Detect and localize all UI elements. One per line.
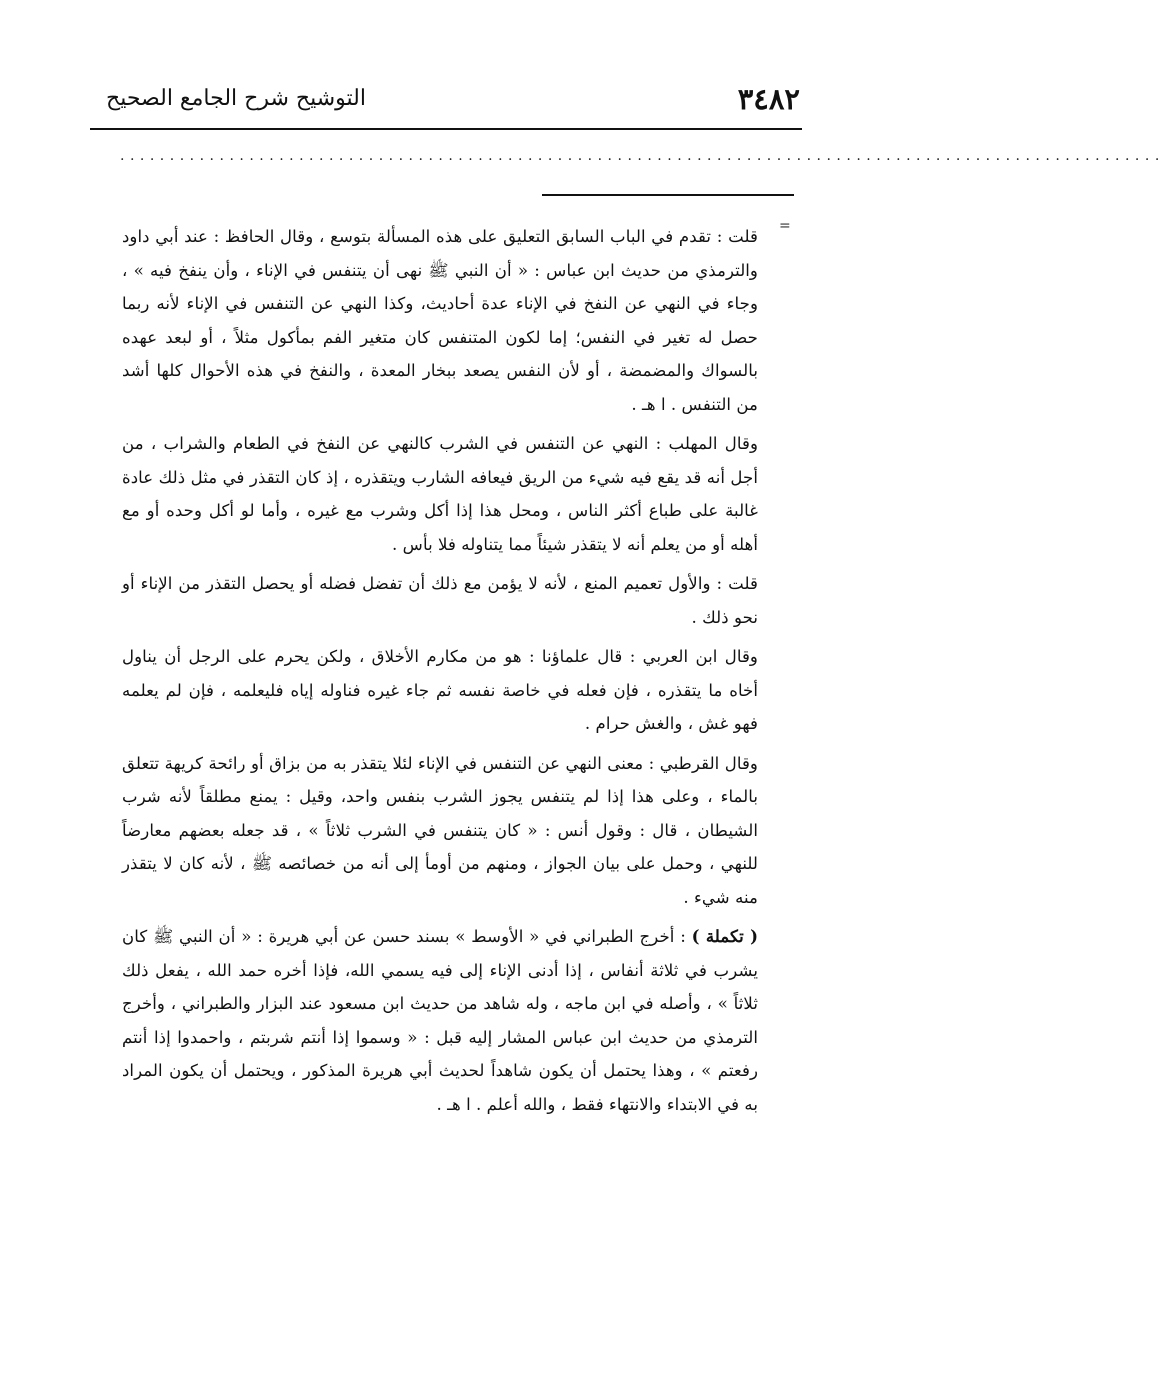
paragraph: وقال ابن العربي : قال علماؤنا : هو من مكارم الأخلاق ، ولكن يحرم على الرجل أن يناول أخاه ما يتقذره ، فإن فعله في خاصة نفسه ثم جاء غيره فناوله إياه فليعلمه ، فإن لم يعلمه فهو غش ، والغش حرام . <box>122 646 758 733</box>
takmila-label: ( تكملة ) <box>691 926 758 946</box>
header-rule <box>90 128 802 130</box>
footnote-separator <box>542 194 794 196</box>
paragraph: قلت : والأول تعميم المنع ، لأنه لا يؤمن مع ذلك أن تفضل فضله أو يحصل التقذر من الإناء أو نحو ذلك . <box>122 573 758 627</box>
footnote-body <box>122 220 758 1127</box>
running-title: التوشيح شرح الجامع الصحيح <box>106 86 366 111</box>
page-number: ٣٤٨٢ <box>737 82 800 116</box>
paragraph: وقال المهلب : النهي عن التنفس في الشرب كالنهي عن النفخ في الطعام والشراب ، من أجل أنه قد يقع فيه شيء من الريق فيعافه الشارب ويتقذره ، إذ كان التقذر في مثل ذلك عادة غالبة على طباع أكثر الناس ، ومحل هذا إذا أكل وشرب مع غيره ، وأما لو أكل وحده أو مع أهله أو من يعلم أنه لا يتقذر شيئاً مما يتناوله فلا بأس . <box>122 433 758 554</box>
paragraph: قلت : تقدم في الباب السابق التعليق على هذه المسألة بتوسع ، وقال الحافظ : عند أبي داود والترمذي من حديث ابن عباس : « أن النبي ﷺ نهى أن يتنفس في الإناء ، وأن ينفخ فيه » ، وجاء في النهي عن النفخ في الإناء عدة أحاديث، وكذا النهي عن التنفس في الإناء لأنه ربما حصل له تغير في النفس؛ إما لكون المتنفس كان متغير الفم بمأكول مثلاً ، أو لبعد عهده بالسواك والمضمضة ، أو لأن النفس يصعد ببخار المعدة ، والنفخ في هذه الأحوال كلها أشد من التنفس . ا هـ . <box>122 226 758 414</box>
paragraph: وقال القرطبي : معنى النهي عن التنفس في الإناء لئلا يتقذر به من بزاق أو رائحة كريهة تتعلق بالماء ، وعلى هذا إذا لم يتنفس يجوز الشرب بنفس واحد، وقيل : يمنع مطلقاً لأنه شرب الشيطان ، قال : وقول أنس : « كان يتنفس في الشرب ثلاثاً » ، قد جعله بعضهم معارضاً للنهي ، وحمل على بيان الجواز ، ومنهم من أومأ إلى أنه من خصائصه ﷺ ، لأنه كان لا يتقذر منه شيء . <box>122 752 758 907</box>
continuation-marker: = <box>779 218 791 234</box>
takmila-paragraph <box>122 920 758 1121</box>
dotted-divider: ......................................................................................................... <box>120 148 1165 164</box>
takmila-text: : أخرج الطبراني في « الأوسط » بسند حسن عن أبي هريرة : « أن النبي ﷺ كان يشرب في ثلاثة أنفاس ، إذا أدنى الإناء إلى فيه يسمي الله، فإذا أخره حمد الله ، يفعل ذلك ثلاثاً » ، وأصله في ابن ماجه ، وله شاهد من حديث ابن مسعود عند البزار والطبراني ، وأخرج الترمذي من حديث ابن عباس المشار إليه قبل : « وسموا إذا أنتم شربتم ، واحمدوا إذا أنتم رفعتم » ، وهذا يحتمل أن يكون شاهداً لحديث أبي هريرة المذكور ، ويحتمل أن يكون المراد به في الابتداء والانتهاء فقط ، والله أعلم . ا هـ . <box>122 926 758 1114</box>
